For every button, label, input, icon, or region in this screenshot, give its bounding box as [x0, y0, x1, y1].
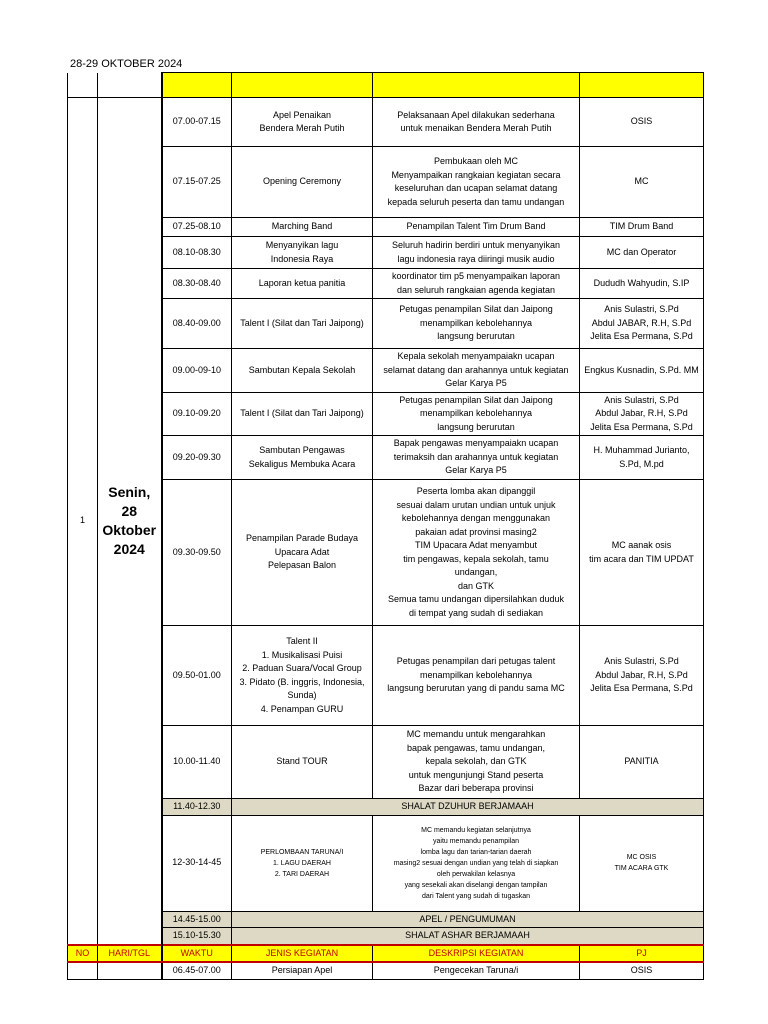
activity-cell: Talent I (Silat dan Tari Jaipong) — [232, 392, 373, 436]
schedule-row — [68, 299, 704, 349]
schedule-row — [68, 147, 704, 218]
description-cell: Peserta lomba akan dipanggil sesuai dalam urutan undian untuk unjuk kebolehannya dengan menggunakan pakaian adat provinsi masing2 TIM Upacara Adat menyambut tim pengawas, kepala sekolah, tamu undangan, dan GTK Semua tamu undangan dipersilahkan duduk di tempat yang sudah di sediakan — [373, 480, 580, 626]
schedule-row — [68, 726, 704, 799]
time-cell: 09.30-09.50 — [162, 480, 232, 626]
time-cell: 08.30-08.40 — [162, 269, 232, 299]
activity-cell: Laporan ketua panitia — [232, 269, 373, 299]
time-cell: 09.10-09.20 — [162, 392, 232, 436]
schedule-row — [68, 626, 704, 726]
pic-cell: MC — [580, 147, 704, 218]
day-number — [68, 962, 98, 979]
break-row — [68, 799, 704, 816]
description-cell: Bapak pengawas menyampaiakn ucapan terimaksih dan arahannya untuk kegiatan Gelar Karya P5 — [373, 436, 580, 480]
break-label: SHALAT ASHAR BERJAMAAH — [232, 928, 704, 945]
pic-cell: Anis Sulastri, S.Pd Abdul JABAR, R.H, S.Pd Jelita Esa Permana, S.Pd — [580, 299, 704, 349]
description-cell: Seluruh hadirin berdiri untuk menyanyikan lagu indonesia raya diiringi musik audio — [373, 237, 580, 269]
table-header-row — [68, 945, 704, 963]
highlight-cell — [373, 73, 580, 98]
header-time: WAKTU — [162, 945, 232, 963]
schedule-row — [68, 436, 704, 480]
time-cell: 09.50-01.00 — [162, 626, 232, 726]
blank-cell — [98, 73, 162, 98]
header-pic: PJ — [580, 945, 704, 963]
schedule-row — [68, 962, 704, 979]
pic-cell: Anis Sulastri, S.Pd Abdul Jabar, R.H, S.Pd Jelita Esa Permana, S.Pd — [580, 392, 704, 436]
time-cell: 07.15-07.25 — [162, 147, 232, 218]
pic-cell: MC dan Operator — [580, 237, 704, 269]
schedule-row — [68, 269, 704, 299]
description-cell: Petugas penampilan Silat dan Jaipong menampilkan kebolehannya langsung berurutan — [373, 392, 580, 436]
time-cell: 11.40-12.30 — [162, 799, 232, 816]
day-label: Senin, 28 Oktober 2024 — [98, 98, 162, 945]
time-cell: 12-30-14-45 — [162, 815, 232, 911]
description-cell: MC memandu untuk mengarahkan bapak pengawas, tamu undangan, kepala sekolah, dan GTK untuk mengunjungi Stand peserta Bazar dari beberapa provinsi — [373, 726, 580, 799]
description-cell: Kepala sekolah menyampaiakn ucapan selamat datang dan arahannya untuk kegiatan Gelar Karya P5 — [373, 349, 580, 393]
top-highlight-row — [68, 73, 704, 98]
activity-cell: Talent I (Silat dan Tari Jaipong) — [232, 299, 373, 349]
break-label: SHALAT DZUHUR BERJAMAAH — [232, 799, 704, 816]
pic-cell: TIM Drum Band — [580, 218, 704, 237]
pic-cell: Anis Sulastri, S.Pd Abdul Jabar, R.H, S.Pd Jelita Esa Permana, S.Pd — [580, 626, 704, 726]
break-row — [68, 928, 704, 945]
header-description: DESKRIPSI KEGIATAN — [373, 945, 580, 963]
schedule-row — [68, 237, 704, 269]
activity-cell: Talent II 1. Musikalisasi Puisi 2. Paduan Suara/Vocal Group 3. Pidato (B. inggris, Indonesia, Sunda) 4. Penampan GURU — [232, 626, 373, 726]
activity-cell: Stand TOUR — [232, 726, 373, 799]
time-cell: 08.40-09.00 — [162, 299, 232, 349]
activity-cell: Opening Ceremony — [232, 147, 373, 218]
activity-cell: Apel Penaikan Bendera Merah Putih — [232, 98, 373, 147]
pic-cell: Engkus Kusnadin, S.Pd. MM — [580, 349, 704, 393]
pic-cell: H. Muhammad Jurianto, S.Pd, M.pd — [580, 436, 704, 480]
activity-cell: PERLOMBAAN TARUNA/I 1. LAGU DAERAH 2. TARI DAERAH — [232, 815, 373, 911]
schedule-row — [68, 392, 704, 436]
pic-cell: MC OSIS TIM ACARA GTK — [580, 815, 704, 911]
schedule-row — [68, 480, 704, 626]
activity-cell: Menyanyikan lagu Indonesia Raya — [232, 237, 373, 269]
time-cell: 07.25-08.10 — [162, 218, 232, 237]
activity-cell: Marching Band — [232, 218, 373, 237]
highlight-cell — [232, 73, 373, 98]
day-number: 1 — [68, 98, 98, 945]
time-cell: 08.10-08.30 — [162, 237, 232, 269]
time-cell: 07.00-07.15 — [162, 98, 232, 147]
time-cell: 14.45-15.00 — [162, 911, 232, 928]
document-date: 28-29 OKTOBER 2024 — [70, 58, 183, 70]
schedule-row — [68, 98, 704, 147]
description-cell: koordinator tim p5 menyampaikan laporan dan seluruh rangkaian agenda kegiatan — [373, 269, 580, 299]
schedule-row — [68, 218, 704, 237]
schedule-row — [68, 349, 704, 393]
description-cell: Petugas penampilan Silat dan Jaipong menampilkan kebolehannya langsung berurutan — [373, 299, 580, 349]
description-cell: Petugas penampilan dari petugas talent menampilkan kebolehannya langsung berurutan yang di pandu sama MC — [373, 626, 580, 726]
blank-cell — [68, 73, 98, 98]
time-cell: 10.00-11.40 — [162, 726, 232, 799]
header-day: HARI/TGL — [98, 945, 162, 963]
time-cell: 09.20-09.30 — [162, 436, 232, 480]
activity-cell: Penampilan Parade Budaya Upacara Adat Pelepasan Balon — [232, 480, 373, 626]
time-cell: 09.00-09-10 — [162, 349, 232, 393]
activity-cell: Sambutan Kepala Sekolah — [232, 349, 373, 393]
description-cell: Pengecekan Taruna/i — [373, 962, 580, 979]
day-label — [98, 962, 162, 979]
pic-cell: OSIS — [580, 962, 704, 979]
activity-cell: Persiapan Apel — [232, 962, 373, 979]
description-cell: Penampilan Talent Tim Drum Band — [373, 218, 580, 237]
description-cell: Pelaksanaan Apel dilakukan sederhana untuk menaikan Bendera Merah Putih — [373, 98, 580, 147]
description-cell: MC memandu kegiatan selanjutnya yaitu memandu penampilan lomba lagu dan tarian-tarian daerah masing2 sesuai dengan undian yang telah di siapkan oleh perwakilan kelasnya yang sesekali akan diselangi dengan tampilan dari Talent yang sudah di tugaskan — [373, 815, 580, 911]
competition-row — [68, 815, 704, 911]
time-cell: 06.45-07.00 — [162, 962, 232, 979]
schedule-table — [67, 72, 704, 980]
pic-cell: MC aanak osis tim acara dan TIM UPDAT — [580, 480, 704, 626]
highlight-cell — [580, 73, 704, 98]
description-cell: Pembukaan oleh MC Menyampaikan rangkaian kegiatan secara keseluruhan dan ucapan selamat datang kepada seluruh peserta dan tamu undangan — [373, 147, 580, 218]
break-label: APEL / PENGUMUMAN — [232, 911, 704, 928]
break-row — [68, 911, 704, 928]
pic-cell: Dududh Wahyudin, S.IP — [580, 269, 704, 299]
highlight-cell — [162, 73, 232, 98]
header-activity: JENIS KEGIATAN — [232, 945, 373, 963]
activity-cell: Sambutan Pengawas Sekaligus Membuka Acara — [232, 436, 373, 480]
pic-cell: OSIS — [580, 98, 704, 147]
header-no: NO — [68, 945, 98, 963]
time-cell: 15.10-15.30 — [162, 928, 232, 945]
pic-cell: PANITIA — [580, 726, 704, 799]
